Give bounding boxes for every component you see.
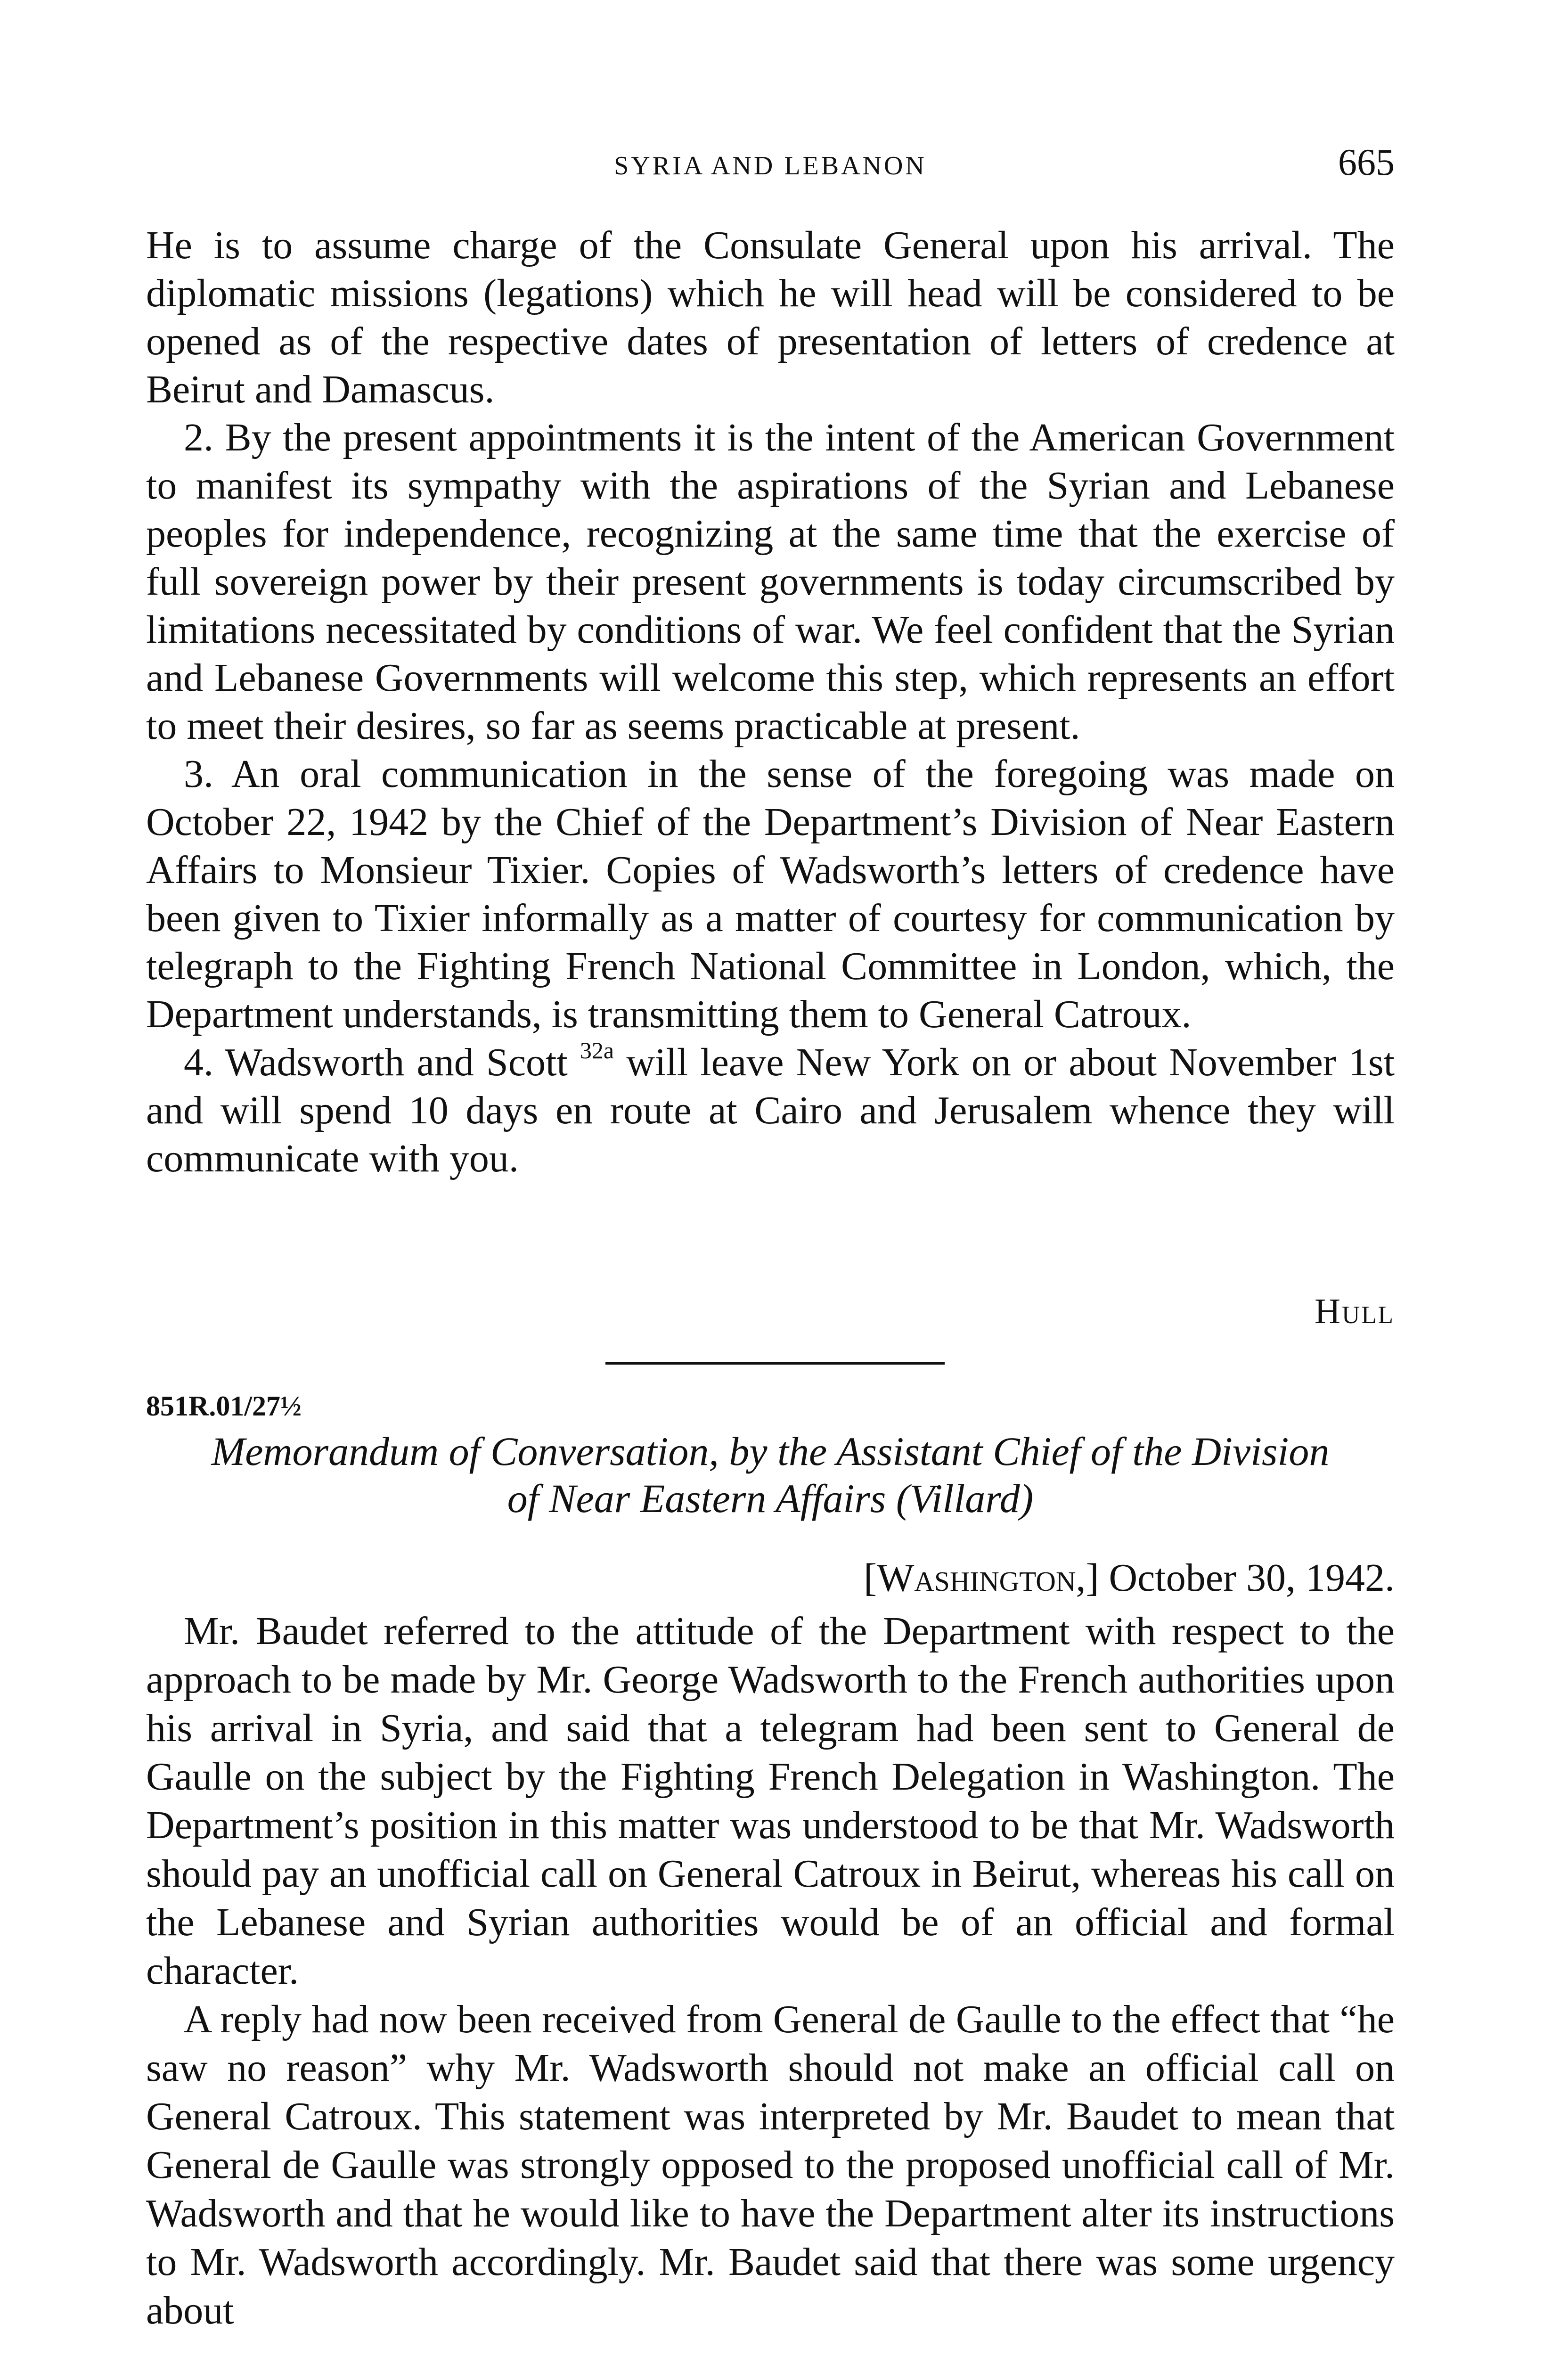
telegram-paragraph: 2. By the present appointments it is the intent of the American Government to manifest its sympathy with the aspirations of the Syrian and Lebanese peoples for independence, recognizing at the same time that the exercise of full sovereign power by their present governments is today circumscribed by limitations necessitated by conditions of war. We feel confident that the Syrian and Lebanese Governments will welcome this step, which represents an effort to meet their desires, so far as seems practicable at present. [146,416,1395,748]
telegram-paragraph: He is to assume charge of the Consulate General upon his arrival. The diplomatic missions (legations) which he will head will be considered to be opened as of the respective dates of presentation of letters of credence at Beirut and Damascus. [146,223,1395,411]
telegram-paragraph [146,1039,1395,1183]
document-title-line: of Near Eastern Affairs (Villard) [507,1476,1034,1521]
memo-paragraph: A reply had now been received from General de Gaulle to the effect that “he saw no reason” why Mr. Wadsworth should not make an official call on General Catroux. This statement was interpreted by Mr. Baudet to mean that General de Gaulle was strongly opposed to the proposed unofficial call of Mr. Wadsworth and that he would like to have the Department alter its instructions to Mr. Wadsworth accordingly. Mr. Baudet said that there was some urgency about [146,1997,1395,2332]
memo-body [146,1607,1395,2335]
section-divider [605,1362,945,1365]
running-title: SYRIA AND LEBANON [614,151,927,180]
paragraph-text: will leave New York on or about November 1st and will spend 10 days en route at Cairo and Jerusalem whence they will communicate with you. [146,1040,1395,1180]
page-number: 665 [1338,142,1395,183]
memo-paragraph: Mr. Baudet referred to the attitude of the Department with respect to the approach to be made by Mr. George Wadsworth to the French authorities upon his arrival in Syria, and said that a telegram had been sent to General de Gaulle on the subject by the Fighting French Delegation in Washington. The Department’s position in this matter was understood to be that Mr. Wadsworth should pay an unofficial call on General Catroux in Beirut, whereas his call on the Lebanese and Syrian authorities would be of an official and formal character. [146,1609,1395,1993]
dateline [864,1555,1395,1601]
file-reference: 851R.01/27½ [146,1391,302,1422]
dateline-date: October 30, 1942. [1109,1556,1395,1600]
paragraph-text: 4. Wadsworth and Scott [184,1040,568,1084]
document-title-line: Memorandum of Conversation, by the Assistant Chief of the Division [211,1429,1330,1474]
signature: Hull [1315,1292,1395,1331]
dateline-place: [Washington,] [864,1556,1099,1600]
document-title [146,1428,1395,1522]
footnote-reference: 32a [580,1037,614,1063]
telegram-paragraph: 3. An oral communication in the sense of the foregoing was made on October 22, 1942 by the Chief of the Department’s Division of Near Eastern Affairs to Monsieur Tixier. Copies of Wadsworth’s letters of credence have been given to Tixier informally as a matter of courtesy for communication by telegraph to the Fighting French National Committee in London, which, the Department understands, is transmitting them to General Catroux. [146,752,1395,1036]
page-header [146,141,1395,198]
telegram-body [146,221,1395,1183]
